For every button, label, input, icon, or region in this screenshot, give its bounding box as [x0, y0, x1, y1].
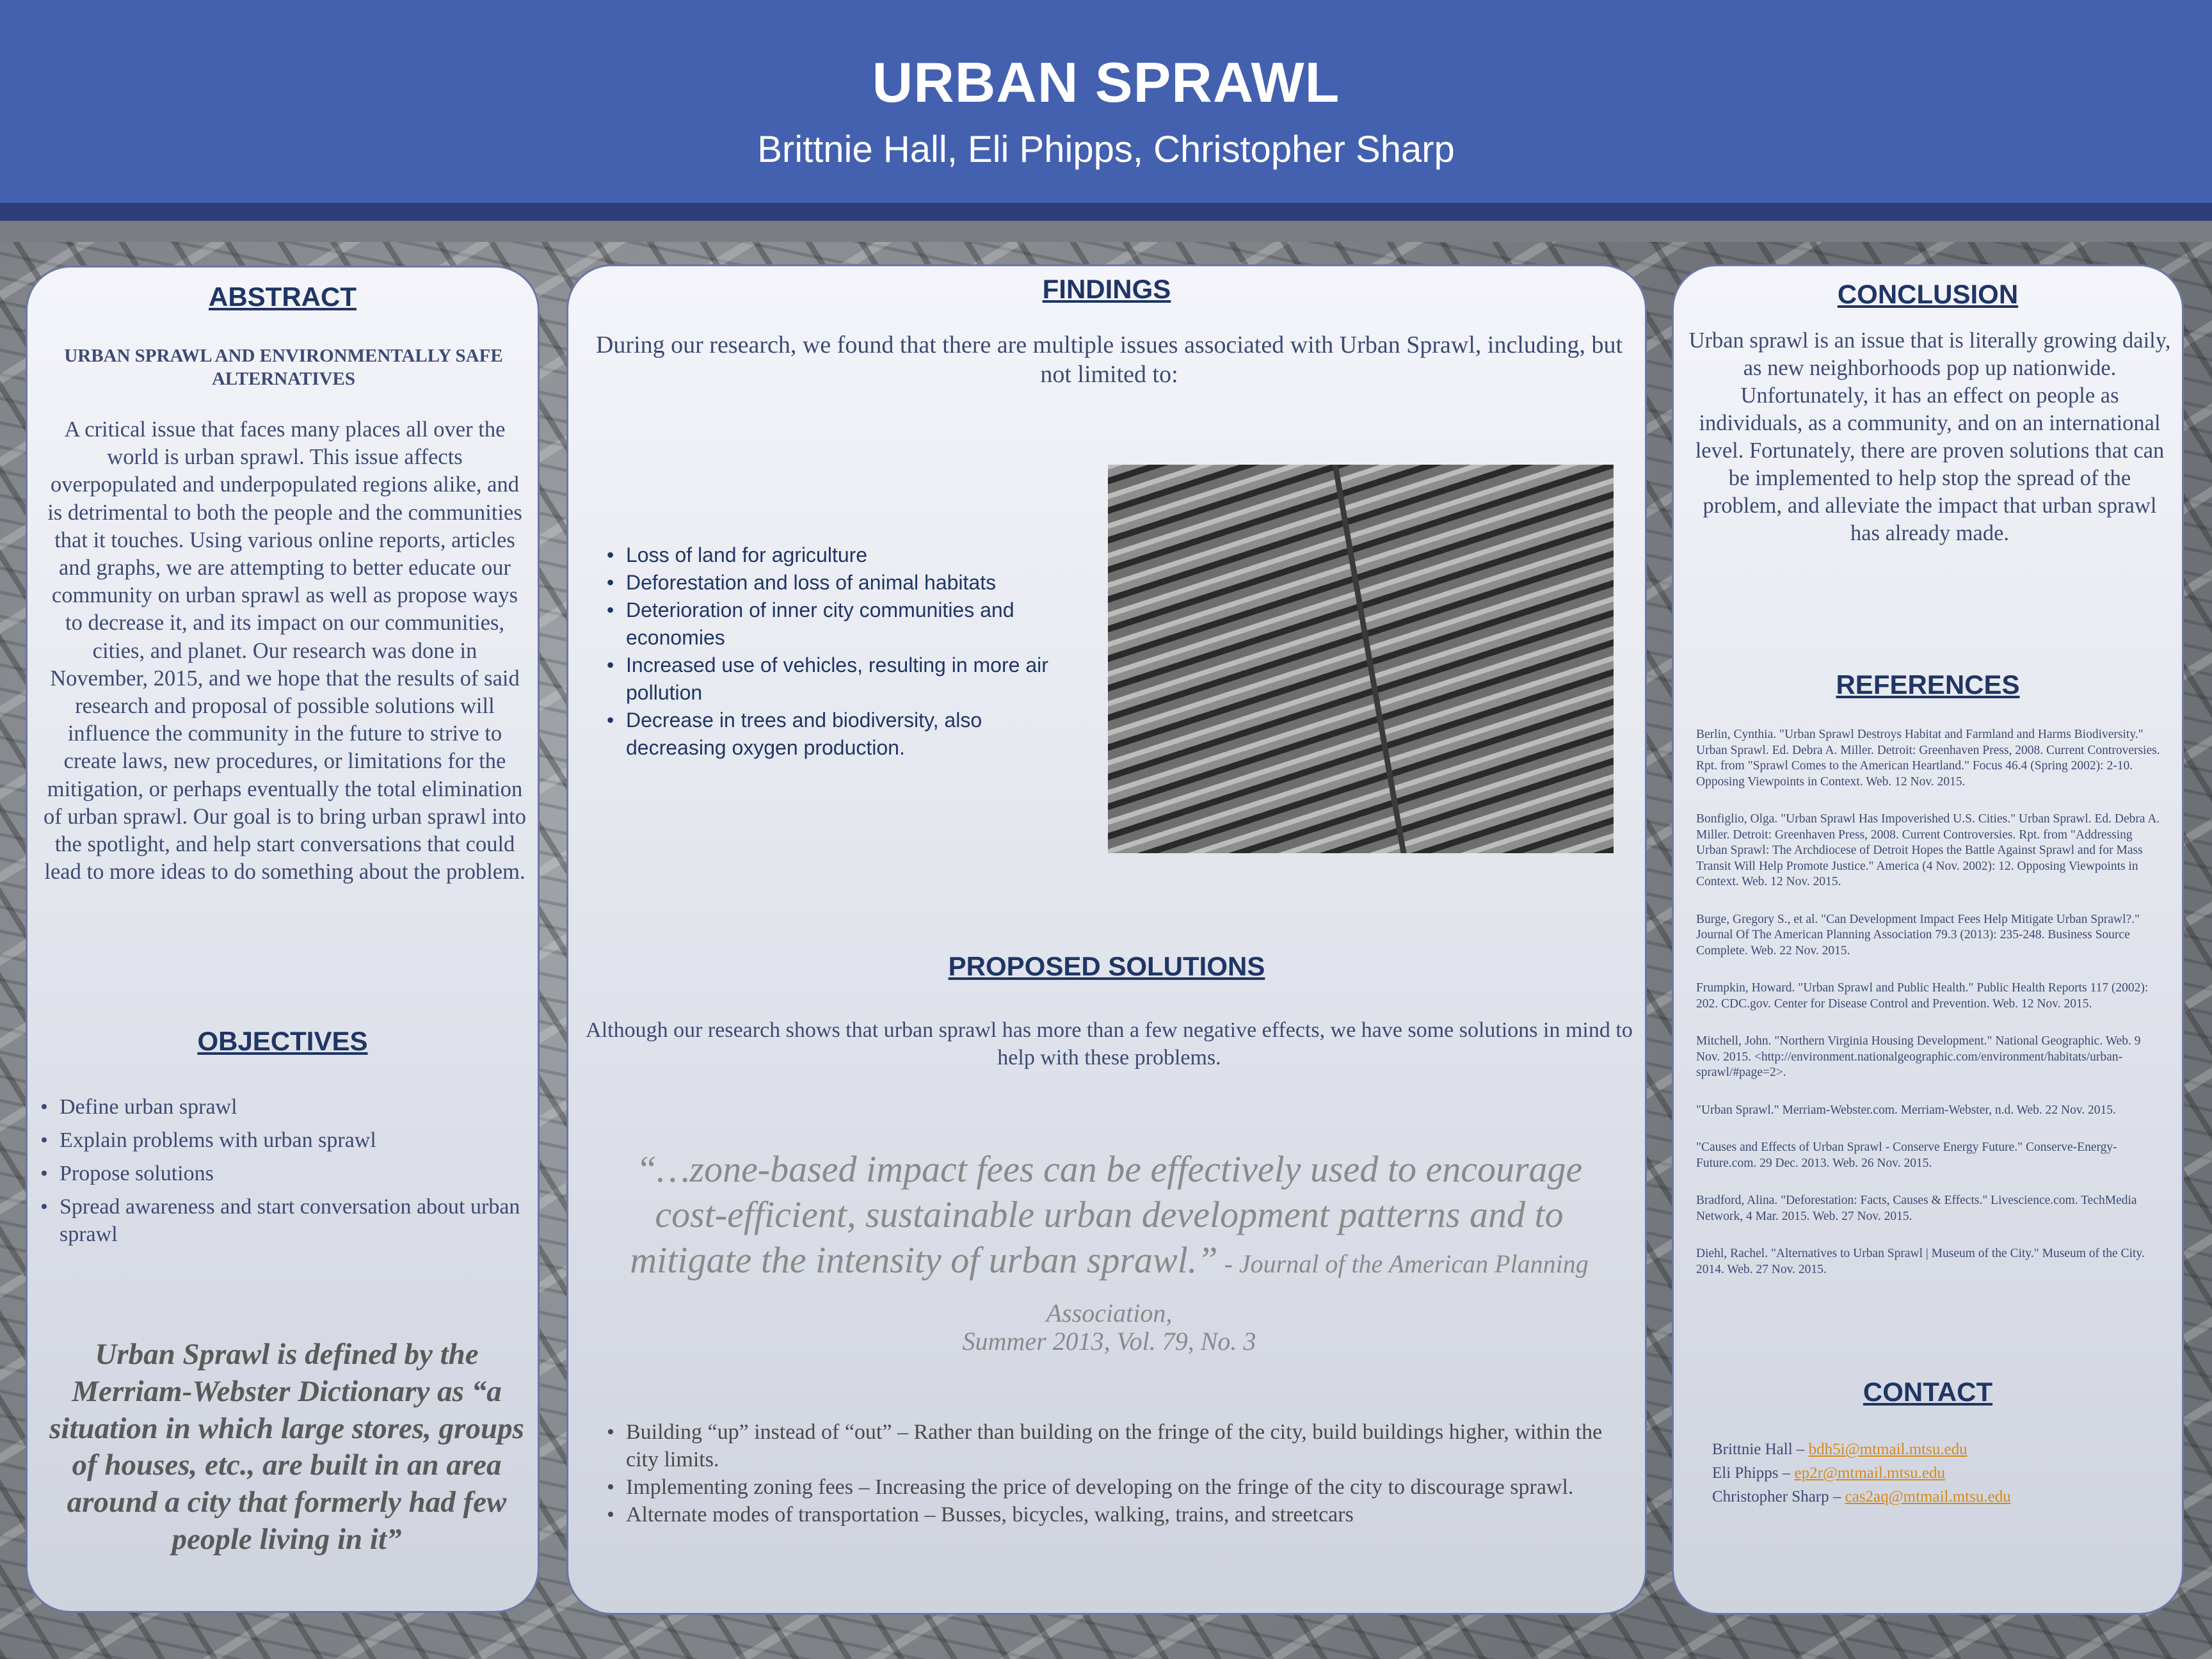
list-item: • Deterioration of inner city communities and economies — [607, 597, 1068, 652]
list-item: • Deforestation and loss of animal habitats — [607, 569, 1068, 597]
solutions-heading: PROPOSED SOLUTIONS — [948, 951, 1265, 981]
poster-title: URBAN SPRAWL — [872, 51, 1340, 114]
list-item: • Implementing zoning fees – Increasing the price of developing on the fringe of the city to discourage sprawl. — [607, 1473, 1605, 1501]
solutions-intro: Although our research shows that urban sprawl has more than a few negative effects, we have some solutions in mind to help with these problems. — [586, 1018, 1633, 1070]
objectives-list — [40, 1093, 527, 1254]
abstract-heading: ABSTRACT — [209, 282, 357, 312]
reference-item: Bradford, Alina. "Deforestation: Facts, Causes & Effects." Livescience.com. TechMedia Network, 4 Mar. 2015. Web. 27 Nov. 2015. — [1696, 1194, 2137, 1223]
contact-entry — [1712, 1461, 2160, 1485]
contact-name: Eli Phipps – — [1712, 1464, 1795, 1482]
conclusion-heading: CONCLUSION — [1837, 279, 2019, 309]
list-item: • Explain problems with urban sprawl — [40, 1126, 527, 1154]
left-column-panel — [26, 266, 540, 1613]
email-link[interactable]: bdh5i@mtmail.mtsu.edu — [1808, 1441, 1968, 1458]
reference-item: "Causes and Effects of Urban Sprawl - Conserve Energy Future." Conserve-Energy-Future.com. 29 Dec. 2013. Web. 26 Nov. 2015. — [1696, 1141, 2117, 1170]
email-link[interactable]: ep2r@mtmail.mtsu.edu — [1794, 1464, 1945, 1482]
right-column-panel — [1672, 264, 2184, 1615]
contact-entry — [1712, 1438, 2160, 1461]
list-item: • Increased use of vehicles, resulting in more air pollution — [607, 652, 1068, 707]
contact-name: Brittnie Hall – — [1712, 1441, 1809, 1458]
quote-text: “…zone-based impact fees can be effectively used to encourage cost-efficient, sustainable urban development patterns and to mitigate the intensity of urban sprawl.” — [630, 1148, 1583, 1281]
contact-name: Christopher Sharp – — [1712, 1488, 1845, 1505]
email-link[interactable]: cas2aq@mtmail.mtsu.edu — [1845, 1488, 2011, 1505]
reference-item: Frumpkin, Howard. "Urban Sprawl and Public Health." Public Health Reports 117 (2002): 202. CDC.gov. Center for Disease Control and Prevention. Web. 12 Nov. 2015. — [1696, 981, 2149, 1011]
references-list — [1696, 727, 2167, 1299]
contact-heading: CONTACT — [1863, 1377, 1993, 1407]
list-item: • Alternate modes of transportation – Busses, bicycles, walking, trains, and streetcars — [607, 1501, 1605, 1528]
definition-quote: Urban Sprawl is defined by the Merriam-Webster Dictionary as “a situation in which large stores, groups of houses, etc., are built in an area around a city that formerly had few people living in it” — [49, 1338, 524, 1556]
quote-source: - Journal of the American Planning Association, — [1046, 1249, 1589, 1327]
journal-quote — [626, 1146, 1592, 1336]
list-item: • Loss of land for agriculture — [607, 541, 1068, 569]
suburb-aerial-photo — [1108, 465, 1614, 853]
contact-entry — [1712, 1485, 2160, 1509]
findings-list — [607, 541, 1068, 762]
poster-authors: Brittnie Hall, Eli Phipps, Christopher Sharp — [757, 129, 1455, 170]
reference-item: Burge, Gregory S., et al. "Can Development Impact Fees Help Mitigate Urban Sprawl?." Journal Of The American Planning Association 79.3 (2013): 235-248. Business Source Complete. Web. 22 Nov. 2015. — [1696, 912, 2140, 958]
list-item: • Propose solutions — [40, 1160, 527, 1187]
quote-source-detail: Summer 2013, Vol. 79, No. 3 — [962, 1327, 1256, 1356]
findings-heading: FINDINGS — [1042, 274, 1171, 304]
solutions-list — [607, 1418, 1605, 1528]
list-item: • Building “up” instead of “out” – Rather than building on the fringe of the city, build buildings higher, within the city limits. — [607, 1418, 1605, 1473]
abstract-subtitle: URBAN SPRAWL AND ENVIRONMENTALLY SAFE ALTERNATIVES — [64, 346, 503, 389]
references-heading: REFERENCES — [1836, 669, 2020, 700]
reference-item: Mitchell, John. "Northern Virginia Housing Development." National Geographic. Web. 9 Nov. 2015. <http://environment.nationalgeographic.com/environment/habitats/urban-sprawl/#page=2>. — [1696, 1034, 2141, 1079]
list-item: • Define urban sprawl — [40, 1093, 527, 1121]
objectives-heading: OBJECTIVES — [197, 1026, 368, 1056]
conclusion-body: Urban sprawl is an issue that is literally growing daily, as new neighborhoods pop up nationwide. Unfortunately, it has an effect on people as individuals, as a community, and on an international level. Fortunately, there are proven solutions that can be implemented to help stop the spread of the problem, and alleviate the impact that urban sprawl has already made. — [1688, 328, 2171, 545]
contact-list — [1712, 1438, 2160, 1509]
abstract-body: A critical issue that faces many places all over the world is urban sprawl. This issue affects overpopulated and underpopulated regions alike, and is detrimental to both the people and the communities that it touches. Using various online reports, articles and graphs, we are attempting to better educate our community on urban sprawl as well as propose ways to decrease it, and its impact on our communities, cities, and planet. Our research was done in November, 2015, and we hope that the results of said research and proposal of possible solutions will influence the community in the future to strive to create laws, new procedures, or limitations for the mitigation, or perhaps eventually the total elimination of urban sprawl. Our goal is to bring urban sprawl into the spotlight, and help start conversations that could lead to more ideas to do something about the problem. — [43, 417, 527, 885]
list-item: • Decrease in trees and biodiversity, also decreasing oxygen production. — [607, 707, 1068, 762]
center-column-panel — [566, 264, 1647, 1615]
reference-item: "Urban Sprawl." Merriam-Webster.com. Merriam-Webster, n.d. Web. 22 Nov. 2015. — [1696, 1103, 2116, 1117]
poster-header — [0, 0, 2212, 221]
list-item: • Spread awareness and start conversation about urban sprawl — [40, 1193, 527, 1248]
findings-intro: During our research, we found that there are multiple issues associated with Urban Sprawl, including, but not limited to: — [595, 332, 1623, 388]
reference-item: Diehl, Rachel. "Alternatives to Urban Sprawl | Museum of the City." Museum of the City. 2014. Web. 27 Nov. 2015. — [1696, 1247, 2145, 1276]
reference-item: Berlin, Cynthia. "Urban Sprawl Destroys Habitat and Farmland and Harms Biodiversity." Urban Sprawl. Ed. Debra A. Miller. Detroit: Greenhaven Press, 2008. Current Controversies. Rpt. from "Sprawl Comes to the American Heartland." Focus 46.4 (Spring 2002): 2-10. Opposing Viewpoints in Context. Web. 12 Nov. 2015. — [1696, 728, 2160, 789]
reference-item: Bonfiglio, Olga. "Urban Sprawl Has Impoverished U.S. Cities." Urban Sprawl. Ed. Debra A. Miller. Detroit: Greenhaven Press, 2008. Current Controversies. Rpt. from "Addressing Urban Sprawl: The Archdiocese of Detroit Hopes the Battle Against Sprawl and for Mass Transit Will Help Promote Justice." America (4 Nov. 2002): 12. Opposing Viewpoints in Context. Web. 12 Nov. 2015. — [1696, 812, 2160, 888]
